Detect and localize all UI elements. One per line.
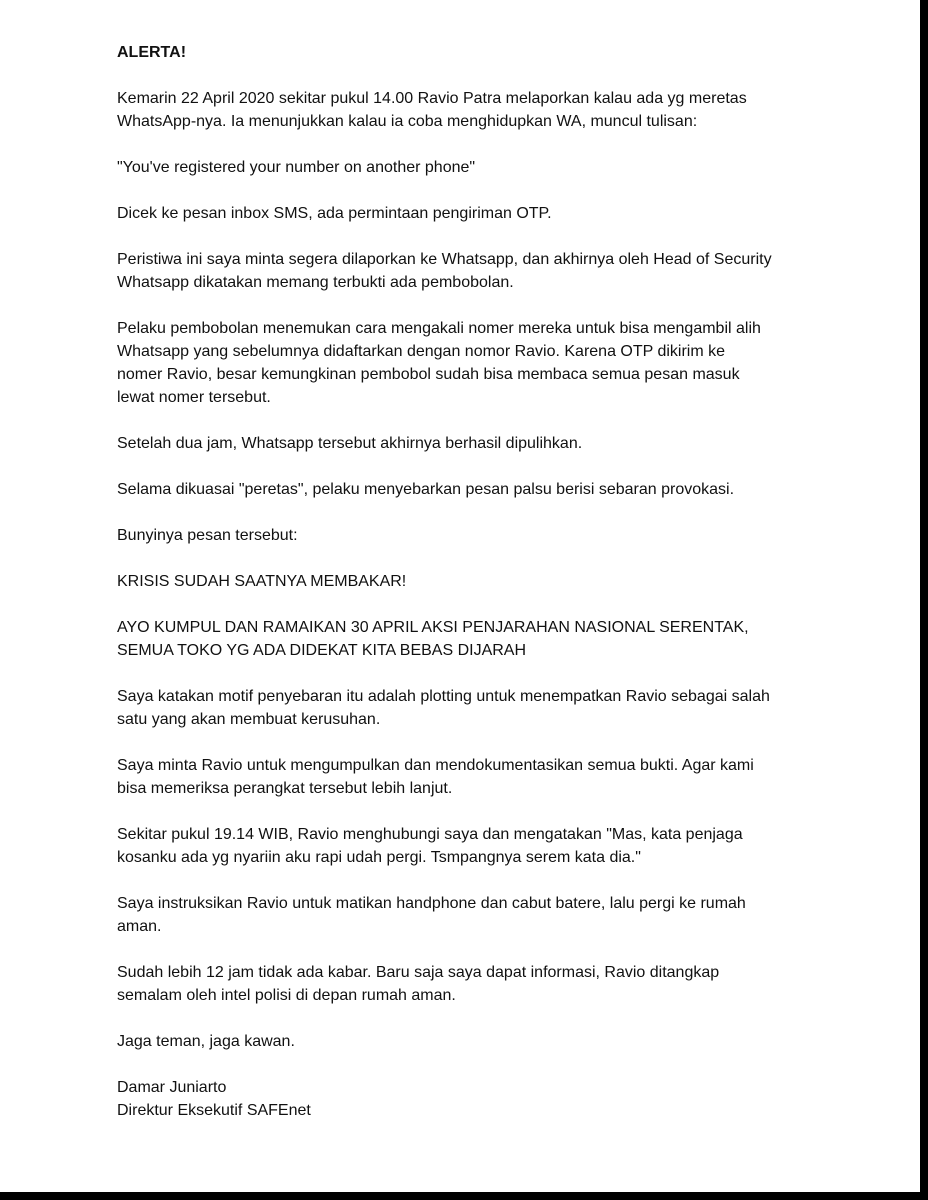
text-line: Setelah dua jam, Whatsapp tersebut akhirnya berhasil dipulihkan.: [117, 435, 583, 452]
text-line: Saya minta Ravio untuk mengumpulkan dan mendokumentasikan semua bukti. Agar kami: [117, 757, 754, 774]
paragraph: [117, 823, 817, 869]
paragraph: [117, 432, 817, 455]
paragraph: [117, 87, 817, 133]
paragraph: [117, 685, 817, 731]
signatory-title: Direktur Eksekutif SAFEnet: [117, 1102, 311, 1119]
paragraph: [117, 202, 817, 225]
text-line: Saya instruksikan Ravio untuk matikan handphone dan cabut batere, lalu pergi ke rumah: [117, 895, 746, 912]
paragraph: [117, 478, 817, 501]
text-line: Saya katakan motif penyebaran itu adalah plotting untuk menempatkan Ravio sebagai salah: [117, 688, 770, 705]
paragraph: [117, 961, 817, 1007]
paragraph: [117, 754, 817, 800]
text-line: WhatsApp-nya. Ia menunjukkan kalau ia coba menghidupkan WA, muncul tulisan:: [117, 113, 698, 130]
text-line: Bunyinya pesan tersebut:: [117, 527, 298, 544]
signatory-name: Damar Juniarto: [117, 1079, 227, 1096]
paragraph: [117, 892, 817, 938]
paragraph: [117, 524, 817, 547]
text-line: Whatsapp yang sebelumnya didaftarkan dengan nomor Ravio. Karena OTP dikirim ke: [117, 343, 726, 360]
text-line: Whatsapp dikatakan memang terbukti ada pembobolan.: [117, 274, 514, 291]
paragraph: [117, 317, 817, 409]
text-line: lewat nomer tersebut.: [117, 389, 271, 406]
text-line: bisa memeriksa perangkat tersebut lebih lanjut.: [117, 780, 453, 797]
text-line: SEMUA TOKO YG ADA DIDEKAT KITA BEBAS DIJARAH: [117, 642, 527, 659]
text-line: AYO KUMPUL DAN RAMAIKAN 30 APRIL AKSI PENJARAHAN NASIONAL SERENTAK,: [117, 619, 749, 636]
text-line: Kemarin 22 April 2020 sekitar pukul 14.00 Ravio Patra melaporkan kalau ada yg meretas: [117, 90, 747, 107]
text-line: Sekitar pukul 19.14 WIB, Ravio menghubungi saya dan mengatakan "Mas, kata penjaga: [117, 826, 743, 843]
text-line: KRISIS SUDAH SAATNYA MEMBAKAR!: [117, 573, 407, 590]
document-title: ALERTA!: [117, 44, 187, 61]
text-line: Sudah lebih 12 jam tidak ada kabar. Baru saja saya dapat informasi, Ravio ditangkap: [117, 964, 720, 981]
paragraph: [117, 248, 817, 294]
text-line: Dicek ke pesan inbox SMS, ada permintaan pengiriman OTP.: [117, 205, 552, 222]
text-line: Selama dikuasai "peretas", pelaku menyebarkan pesan palsu berisi sebaran provokasi.: [117, 481, 735, 498]
text-line: satu yang akan membuat kerusuhan.: [117, 711, 381, 728]
text-line: aman.: [117, 918, 162, 935]
paragraph: [117, 616, 817, 662]
text-line: semalam oleh intel polisi di depan rumah aman.: [117, 987, 456, 1004]
paragraph-list: [117, 87, 817, 1053]
text-line: nomer Ravio, besar kemungkinan pembobol sudah bisa membaca semua pesan masuk: [117, 366, 740, 383]
signature-block: [117, 1076, 817, 1122]
paragraph: [117, 156, 817, 179]
document-body: [117, 41, 817, 1122]
paragraph: [117, 1030, 817, 1053]
text-line: Pelaku pembobolan menemukan cara mengakali nomer mereka untuk bisa mengambil alih: [117, 320, 761, 337]
paragraph: [117, 570, 817, 593]
text-line: Peristiwa ini saya minta segera dilaporkan ke Whatsapp, dan akhirnya oleh Head of Security: [117, 251, 772, 268]
text-line: Jaga teman, jaga kawan.: [117, 1033, 295, 1050]
text-line: kosanku ada yg nyariin aku rapi udah pergi. Tsmpangnya serem kata dia.": [117, 849, 641, 866]
text-line: "You've registered your number on another phone": [117, 159, 476, 176]
